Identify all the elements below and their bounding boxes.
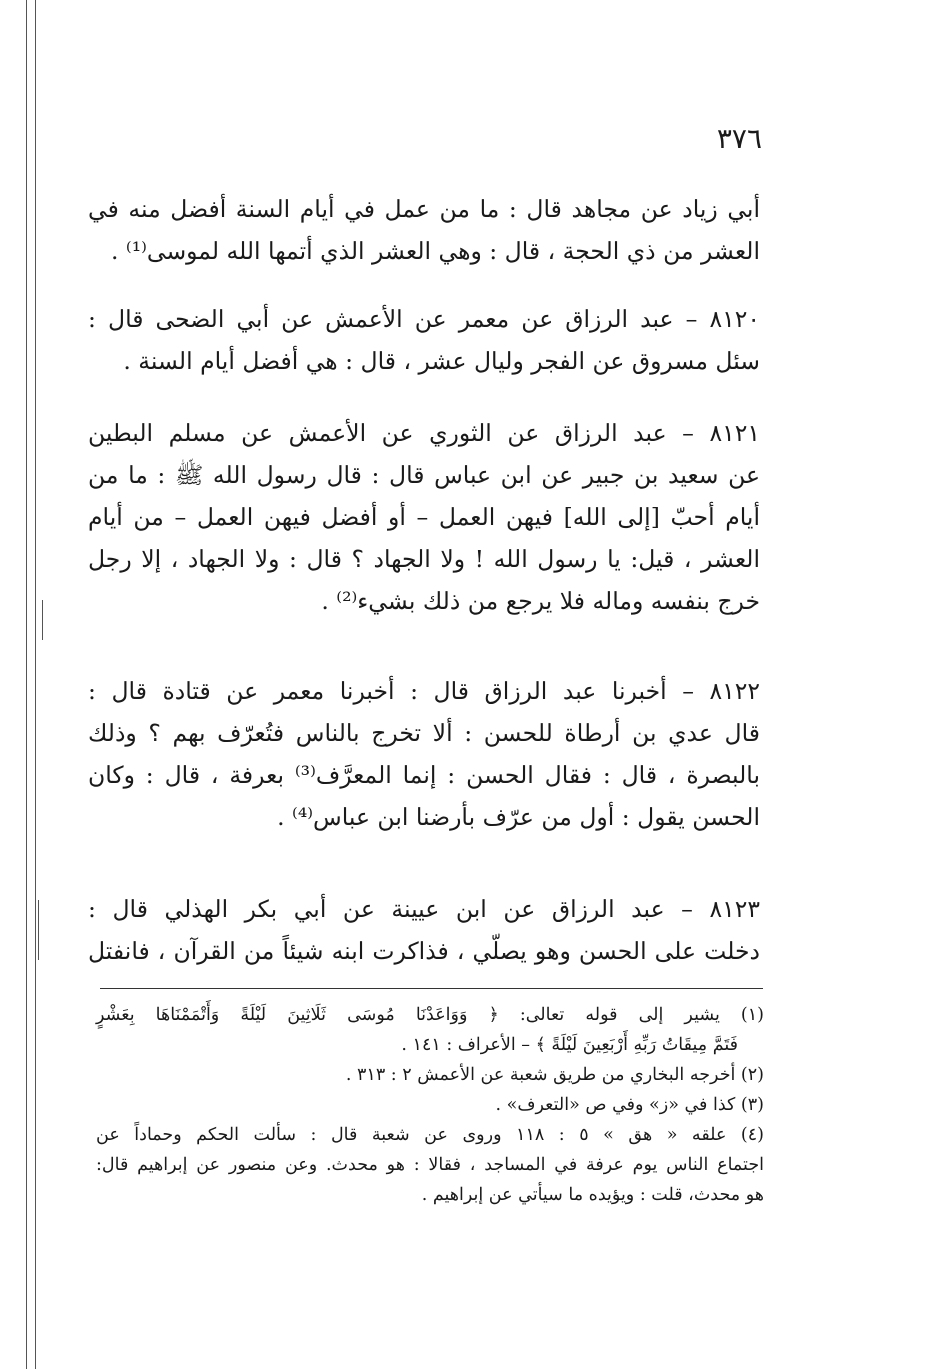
text-line: ٨١٢٢ – أخبرنا عبد الرزاق قال : أخبرنا معمر عن قتادة قال : xyxy=(88,677,760,705)
hadith-8123 xyxy=(88,888,760,972)
footnote-1-line: (١) يشير إلى قوله تعالى: ﴿ وَوَاعَدْنَا مُوسَى ثَلَاثِينَ لَيْلَةً وَأَتْمَمْنَاهَا بِعَشْرٍ xyxy=(96,1005,764,1025)
footnote-3: (٣) كذا في «ز» وفي ص «التعرف» . xyxy=(495,1095,764,1115)
footnote-1-line: فَتَمَّ مِيقَاتُ رَبِّهِ أَرْبَعِينَ لَيْلَةً ﴾ – الأعراف : ١٤١ . xyxy=(401,1035,738,1055)
text-line: قال عدي بن أرطاة للحسن : ألا تخرج بالناس فتُعرّف بهم ؟ وذلك xyxy=(88,719,760,747)
hadith-8121 xyxy=(88,412,760,622)
text-line: الحسن يقول : أول من عرّف بأرضنا ابن عباس⁽⁴⁾ . xyxy=(277,803,760,831)
binding-margin-line xyxy=(35,0,36,1369)
binding-margin-mark xyxy=(42,600,43,640)
footnote-2: (٢) أخرجه البخاري من طريق شعبة عن الأعمش ٢ : ٣١٣ . xyxy=(345,1065,764,1085)
footnotes xyxy=(96,1000,764,1210)
hadith-8122 xyxy=(88,670,760,838)
footnote-4-line: هو محدث، قلت : ويؤيده ما سيأتي عن إبراهيم . xyxy=(421,1185,764,1205)
text-line: العشر من ذي الحجة ، قال : وهي العشر الذي أتمها الله لموسى⁽¹⁾ . xyxy=(110,237,760,265)
text-line: دخلت على الحسن وهو يصلّي ، فذاكرت ابنه شيئاً من القرآن ، فانفتل xyxy=(88,937,760,965)
footnote-4-line: (٤) علقه « هق » ٥ : ١١٨ وروى عن شعبة قال : سألت الحكم وحماداً عن xyxy=(96,1125,764,1145)
text-line: أبي زياد عن مجاهد قال : ما من عمل في أيام السنة أفضل منه في xyxy=(88,195,760,223)
text-line: سئل مسروق عن الفجر وليال عشر ، قال : هي أفضل أيام السنة . xyxy=(123,347,760,375)
text-line: ٨١٢٣ – عبد الرزاق عن ابن عيينة عن أبي بكر الهذلي قال : xyxy=(88,895,760,923)
text-line: أيام أحبّ [إلى الله] فيهن العمل – أو أفضل فيهن العمل – من أيام xyxy=(88,503,760,531)
binding-margin-mark xyxy=(38,900,39,960)
text-line: ٨١٢٠ – عبد الرزاق عن معمر عن الأعمش عن أبي الضحى قال : xyxy=(88,305,760,333)
text-line: عن سعيد بن جبير عن ابن عباس قال : قال رسول الله ﷺ : ما من xyxy=(88,461,760,489)
text-line: ٨١٢١ – عبد الرزاق عن الثوري عن الأعمش عن مسلم البطين xyxy=(88,419,760,447)
footnote-separator xyxy=(100,988,763,989)
text-line: بالبصرة ، قال : فقال الحسن : إنما المعرَّف⁽³⁾ بعرفة ، قال : وكان xyxy=(88,761,760,789)
page-number: ٣٧٦ xyxy=(716,122,762,155)
text-line: العشر ، قيل: يا رسول الله ! ولا الجهاد ؟ قال : ولا الجهاد ، إلا رجل xyxy=(88,545,760,573)
footnote-4-line: اجتماع الناس يوم عرفة في المساجد ، فقالا : هو محدث. وعن منصور عن إبراهيم قال: xyxy=(96,1155,764,1175)
hadith-8120 xyxy=(88,298,760,382)
text-line: خرج بنفسه وماله فلا يرجع من ذلك بشيء⁽²⁾ . xyxy=(321,587,760,615)
hadith-paragraph xyxy=(88,188,760,272)
binding-margin-line xyxy=(26,0,27,1369)
